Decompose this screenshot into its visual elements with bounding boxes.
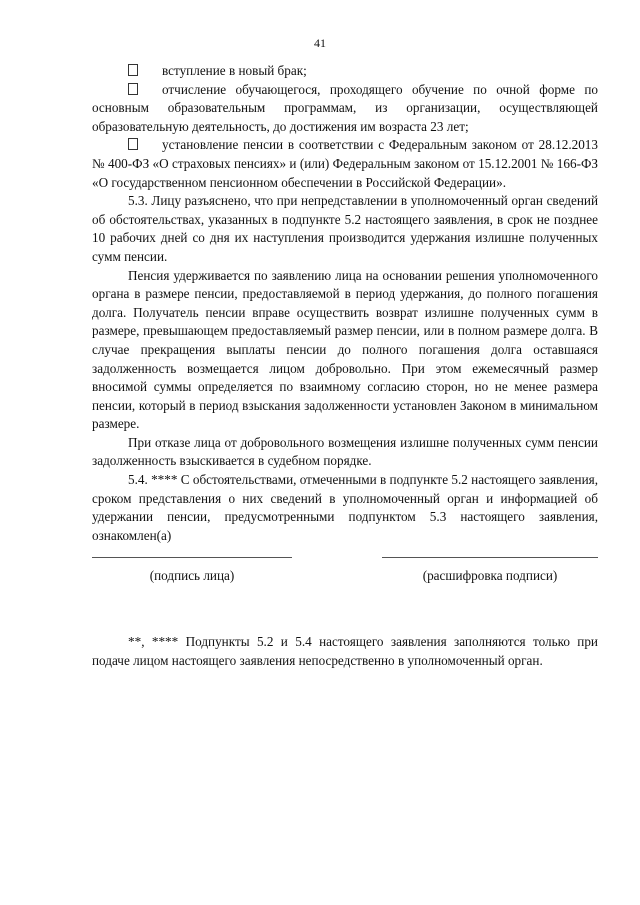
paragraph-pension-deduction: Пенсия удерживается по заявлению лица на основании решения уполномоченного органа в размере пенсии, предоставляемой в период удержания, до полного погашения долга. Получатель пенсии вправе осуществить возврат излишне полученных сумм в размере, превышающем предоставляемый размер пенсии, или в полном размере долга. В случае прекращения выплаты пенсии до полного погашения долга оставшаяся задолженность возмещается лицом добровольно. При этом ежемесячный размер вносимой суммы определяется по взаимному согласию сторон, но не менее размера пенсии, который в период взыскания задолженности установлен Законом в минимальном размере. [92,267,598,432]
signature-row [92,549,598,595]
paragraph-5-4: 5.4. **** С обстоятельствами, отмеченными в подпункте 5.2 настоящего заявления, сроком представления о них сведений в уполномоченный орган и информацией об удержании пенсии, предусмотренными подпунктом 5.3 настоящего заявления, ознакомлен(а) [92,472,598,543]
paragraph-refusal: При отказе лица от добровольного возмещения излишне полученных сумм пенсии задолженность взыскивается в судебном порядке. [92,434,598,469]
signature-transcript-label: (расшифровка подписи) [422,568,558,584]
document-body [92,62,598,671]
paragraph-5-3: 5.3. Лицу разъяснено, что при непредставлении в уполномоченный орган сведений об обстоятельствах, указанных в подпункте 5.2 настоящего заявления, в срок не позднее 10 рабочих дней со дня их наступления производится удержания излишне полученных сумм пенсии. [92,193,598,264]
checkbox-icon [128,83,138,95]
footnote: **, **** Подпункты 5.2 и 5.4 настоящего заявления заполняются только при подаче лицом настоящего заявления непосредственно в уполномоченный орган. [92,634,598,669]
bullet-item [92,62,598,81]
signature-transcript-line [382,557,598,558]
bullet-item [92,81,598,137]
checkbox-icon [128,138,138,150]
bullet-text: установление пенсии в соответствии с Федеральным законом от 28.12.2013 № 400-ФЗ «О страховых пенсиях» и (или) Федеральным законом от 15.12.2001 № 166-ФЗ «О государственном пенсионном обеспечении в Российской Федерации». [92,137,598,190]
page-number: 41 [314,36,326,50]
checkbox-icon [128,64,138,76]
bullet-text: отчисление обучающегося, проходящего обучение по очной форме по основным образовательным программам, из организации, осуществляющей образовательную деятельность, до достижения им возраста 23 лет; [92,81,598,134]
signature-label: (подпись лица) [149,568,235,584]
bullet-item [92,136,598,192]
signature-line [92,557,292,558]
bullet-text: вступление в новый брак; [162,63,307,78]
